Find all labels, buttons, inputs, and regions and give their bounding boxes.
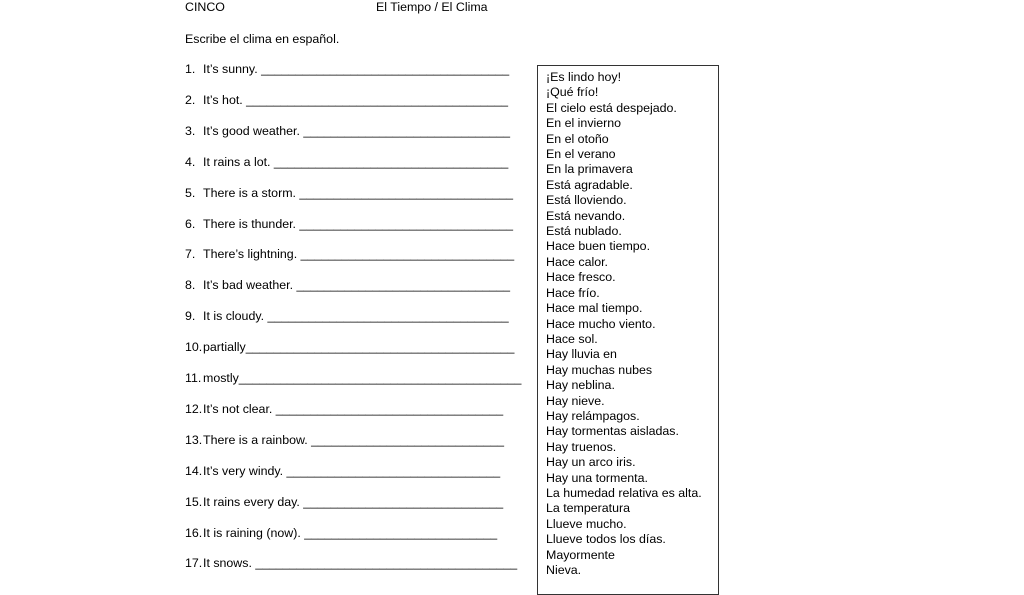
question-text: There is thunder. _______________________________ (203, 216, 514, 231)
question-number: 7. (185, 247, 196, 262)
question-text: It rains a lot. __________________________________ (203, 154, 509, 169)
question-item (185, 464, 500, 479)
question-number: 5. (185, 185, 196, 200)
word-bank-item: Hace calor. (546, 254, 608, 269)
page-title: El Tiempo / El Clima (376, 0, 488, 14)
question-item (185, 340, 514, 355)
question-number: 4. (185, 154, 196, 169)
question-item (185, 433, 504, 448)
word-bank-item: En el invierno (546, 116, 622, 131)
word-bank-item: Hay relámpagos. (546, 408, 640, 423)
question-number: 17. (185, 556, 203, 571)
question-number: 1. (185, 62, 196, 76)
question-number: 16. (185, 525, 203, 540)
word-bank-item: Está nevando. (546, 208, 626, 223)
question-item (185, 371, 521, 386)
word-bank-item: Hay truenos. (546, 439, 617, 454)
question-number: 2. (185, 92, 196, 107)
question-text: It’s sunny. ____________________________________ (203, 62, 510, 76)
question-number: 3. (185, 123, 196, 138)
question-text: It’s good weather. ______________________________ (203, 123, 511, 138)
question-number: 10. (185, 340, 203, 355)
word-bank-item: Mayormente (546, 547, 615, 562)
question-number: 6. (185, 216, 196, 231)
word-bank-item: Nieva. (546, 563, 582, 577)
question-number: 12. (185, 401, 203, 416)
word-bank-item: Llueve mucho. (546, 516, 627, 531)
word-bank-item: Hay una tormenta. (546, 470, 648, 485)
question-item (185, 278, 510, 293)
question-item (185, 217, 513, 232)
question-item (185, 247, 514, 262)
word-bank-item: Hay lluvia en (546, 347, 617, 362)
word-bank-item: En el verano (546, 147, 616, 162)
question-text: There is a rainbow. ____________________________ (203, 432, 505, 447)
word-bank-item: Hace fresco. (546, 270, 616, 285)
word-bank-item: Hay nieve. (546, 393, 605, 408)
word-bank-item: Hay un arco iris. (546, 455, 636, 470)
word-bank-item: ¡Qué frío! (546, 85, 599, 100)
question-text: It’s not clear. _________________________________ (203, 401, 504, 416)
question-text: It snows. ______________________________________ (203, 556, 518, 571)
question-text: It’s very windy. _______________________________ (203, 463, 501, 478)
word-bank-item: Está nublado. (546, 224, 622, 239)
word-bank-item: Hay neblina. (546, 378, 615, 393)
question-number: 9. (185, 309, 196, 324)
word-bank-item: Hace mal tiempo. (546, 301, 643, 316)
question-item (185, 495, 503, 510)
word-bank-item: Está agradable. (546, 177, 633, 192)
question-item (185, 93, 508, 108)
question-text: It is cloudy. ___________________________________ (203, 309, 509, 324)
question-item (185, 62, 509, 77)
word-bank-item: Hace sol. (546, 331, 598, 346)
question-text: partially_______________________________________ (203, 340, 515, 355)
word-bank-item: Hace mucho viento. (546, 316, 656, 331)
question-item (185, 124, 510, 139)
word-bank-item: Hay tormentas aisladas. (546, 424, 679, 439)
question-number: 14. (185, 463, 203, 478)
word-bank-item: El cielo está despejado. (546, 100, 677, 115)
word-bank-item: Llueve todos los días. (546, 532, 666, 547)
word-bank-item: En el otoño (546, 131, 609, 146)
word-bank-item: Hay muchas nubes (546, 362, 653, 377)
question-item (185, 309, 509, 324)
question-number: 11. (185, 371, 202, 385)
word-bank-item: Hace frío. (546, 285, 600, 300)
question-item (185, 186, 513, 201)
question-text: There’s lightning. _______________________________ (203, 247, 515, 262)
question-text: There is a storm. _______________________________ (203, 185, 514, 200)
question-item (185, 402, 503, 417)
word-bank (537, 65, 719, 595)
question-text: It’s bad weather. _______________________________ (203, 278, 511, 293)
question-number: 13. (185, 432, 203, 447)
question-number: 15. (185, 494, 203, 509)
word-bank-item: Hace buen tiempo. (546, 239, 651, 254)
question-text: It’s hot. ______________________________________ (203, 92, 509, 107)
word-bank-item: Está lloviendo. (546, 193, 627, 208)
question-text: It is raining (now). ____________________________ (203, 525, 498, 540)
class-label: CINCO (185, 0, 225, 14)
word-bank-item: ¡Es lindo hoy! (546, 70, 622, 84)
question-item (185, 155, 508, 170)
question-text: It rains every day. _____________________________ (203, 494, 504, 509)
word-bank-item: La temperatura (546, 501, 631, 516)
instructions: Escribe el clima en español. (185, 32, 340, 46)
word-bank-item: La humedad relativa es alta. (546, 485, 702, 500)
question-item (185, 556, 517, 571)
word-bank-item: En la primavera (546, 162, 633, 177)
question-item (185, 526, 497, 541)
question-number: 8. (185, 278, 196, 293)
question-text: mostly_________________________________________ (203, 371, 522, 385)
